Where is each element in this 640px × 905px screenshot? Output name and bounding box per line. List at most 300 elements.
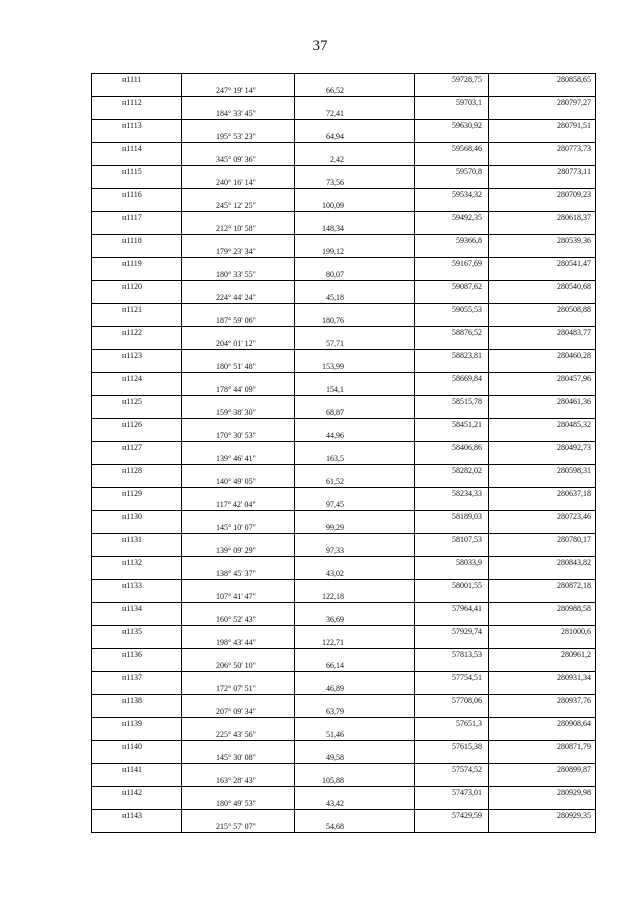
y-coordinate xyxy=(489,568,596,580)
point-name xyxy=(92,154,182,166)
y-coordinate xyxy=(489,683,596,695)
point-row xyxy=(92,396,596,408)
side-row xyxy=(92,821,596,833)
side-length: 46,89 xyxy=(295,683,415,695)
x-coordinate: 59492,35 xyxy=(415,212,489,224)
x-coordinate: 58033,9 xyxy=(415,557,489,569)
y-coordinate: 280908,64 xyxy=(489,718,596,730)
point-name: н1117 xyxy=(92,212,182,224)
direction-angle: 145° 10' 07" xyxy=(182,522,295,534)
y-coordinate: 280791,51 xyxy=(489,120,596,132)
angle-cell xyxy=(182,741,295,753)
x-coordinate: 57754,51 xyxy=(415,672,489,684)
direction-angle: 160° 52' 43" xyxy=(182,614,295,626)
x-coordinate xyxy=(415,729,489,741)
distance-cell xyxy=(295,442,415,454)
side-length: 180,76 xyxy=(295,315,415,327)
x-coordinate: 59728,75 xyxy=(415,74,489,86)
point-row xyxy=(92,235,596,247)
x-coordinate xyxy=(415,614,489,626)
point-row xyxy=(92,741,596,753)
y-coordinate: 280937,76 xyxy=(489,695,596,707)
point-name xyxy=(92,821,182,833)
point-row xyxy=(92,810,596,822)
side-row xyxy=(92,752,596,764)
y-coordinate xyxy=(489,706,596,718)
side-length: 122,18 xyxy=(295,591,415,603)
side-length: 122,71 xyxy=(295,637,415,649)
x-coordinate: 57429,59 xyxy=(415,810,489,822)
side-length: 44,96 xyxy=(295,430,415,442)
y-coordinate: 280461,36 xyxy=(489,396,596,408)
x-coordinate: 58189,03 xyxy=(415,511,489,523)
x-coordinate xyxy=(415,223,489,235)
side-length: 2,42 xyxy=(295,154,415,166)
point-name xyxy=(92,292,182,304)
direction-angle: 180° 49' 53" xyxy=(182,798,295,810)
side-length: 49,58 xyxy=(295,752,415,764)
x-coordinate xyxy=(415,476,489,488)
x-coordinate xyxy=(415,660,489,672)
y-coordinate xyxy=(489,430,596,442)
direction-angle: 345° 09' 36" xyxy=(182,154,295,166)
side-length: 68,87 xyxy=(295,407,415,419)
point-name: н1136 xyxy=(92,649,182,661)
angle-cell xyxy=(182,120,295,132)
x-coordinate xyxy=(415,269,489,281)
direction-angle: 198° 43' 44" xyxy=(182,637,295,649)
x-coordinate: 57813,53 xyxy=(415,649,489,661)
y-coordinate xyxy=(489,85,596,97)
point-name xyxy=(92,752,182,764)
angle-cell xyxy=(182,488,295,500)
y-coordinate: 280872,18 xyxy=(489,580,596,592)
point-name: н1141 xyxy=(92,764,182,776)
point-name: н1124 xyxy=(92,373,182,385)
x-coordinate: 58669,84 xyxy=(415,373,489,385)
angle-cell xyxy=(182,304,295,316)
point-name xyxy=(92,568,182,580)
direction-angle: 212° 10' 58" xyxy=(182,223,295,235)
angle-cell xyxy=(182,212,295,224)
distance-cell xyxy=(295,718,415,730)
side-row xyxy=(92,338,596,350)
x-coordinate xyxy=(415,338,489,350)
side-length: 57,71 xyxy=(295,338,415,350)
y-coordinate xyxy=(489,338,596,350)
y-coordinate xyxy=(489,361,596,373)
point-row xyxy=(92,488,596,500)
side-row xyxy=(92,614,596,626)
direction-angle: 187° 59' 06" xyxy=(182,315,295,327)
point-row xyxy=(92,764,596,776)
side-row xyxy=(92,476,596,488)
y-coordinate: 280460,28 xyxy=(489,350,596,362)
point-row xyxy=(92,718,596,730)
side-length: 45,18 xyxy=(295,292,415,304)
distance-cell xyxy=(295,373,415,385)
point-name: н1122 xyxy=(92,327,182,339)
y-coordinate xyxy=(489,453,596,465)
side-row xyxy=(92,407,596,419)
side-row xyxy=(92,775,596,787)
angle-cell xyxy=(182,534,295,546)
point-name xyxy=(92,315,182,327)
side-length: 43,42 xyxy=(295,798,415,810)
x-coordinate xyxy=(415,453,489,465)
x-coordinate: 59055,53 xyxy=(415,304,489,316)
point-name xyxy=(92,476,182,488)
point-name: н1126 xyxy=(92,419,182,431)
point-row xyxy=(92,304,596,316)
angle-cell xyxy=(182,626,295,638)
side-row xyxy=(92,384,596,396)
direction-angle: 139° 09' 29" xyxy=(182,545,295,557)
y-coordinate xyxy=(489,637,596,649)
point-row xyxy=(92,189,596,201)
x-coordinate xyxy=(415,522,489,534)
side-length: 54,68 xyxy=(295,821,415,833)
direction-angle: 180° 51' 48" xyxy=(182,361,295,373)
table-body xyxy=(92,74,596,833)
point-name: н1111 xyxy=(92,74,182,86)
side-row xyxy=(92,223,596,235)
side-length: 51,46 xyxy=(295,729,415,741)
point-name: н1125 xyxy=(92,396,182,408)
point-name xyxy=(92,361,182,373)
direction-angle: 225° 43' 56" xyxy=(182,729,295,741)
side-row xyxy=(92,177,596,189)
side-row xyxy=(92,545,596,557)
side-row xyxy=(92,683,596,695)
x-coordinate xyxy=(415,637,489,649)
distance-cell xyxy=(295,166,415,178)
x-coordinate: 59087,62 xyxy=(415,281,489,293)
x-coordinate: 59570,8 xyxy=(415,166,489,178)
point-name: н1115 xyxy=(92,166,182,178)
point-name: н1143 xyxy=(92,810,182,822)
point-row xyxy=(92,281,596,293)
x-coordinate xyxy=(415,131,489,143)
x-coordinate: 57651,3 xyxy=(415,718,489,730)
angle-cell xyxy=(182,396,295,408)
point-row xyxy=(92,327,596,339)
y-coordinate xyxy=(489,798,596,810)
side-length: 64,94 xyxy=(295,131,415,143)
x-coordinate: 58234,33 xyxy=(415,488,489,500)
direction-angle: 172° 07' 51" xyxy=(182,683,295,695)
y-coordinate xyxy=(489,407,596,419)
point-name: н1123 xyxy=(92,350,182,362)
angle-cell xyxy=(182,672,295,684)
distance-cell xyxy=(295,120,415,132)
angle-cell xyxy=(182,511,295,523)
distance-cell xyxy=(295,419,415,431)
distance-cell xyxy=(295,212,415,224)
side-length: 148,34 xyxy=(295,223,415,235)
y-coordinate: 280618,37 xyxy=(489,212,596,224)
y-coordinate: 280780,17 xyxy=(489,534,596,546)
direction-angle: 159° 38' 30" xyxy=(182,407,295,419)
angle-cell xyxy=(182,419,295,431)
y-coordinate: 280457,96 xyxy=(489,373,596,385)
point-name xyxy=(92,338,182,350)
distance-cell xyxy=(295,764,415,776)
y-coordinate xyxy=(489,545,596,557)
y-coordinate xyxy=(489,315,596,327)
x-coordinate xyxy=(415,821,489,833)
angle-cell xyxy=(182,810,295,822)
side-row xyxy=(92,108,596,120)
direction-angle: 163° 28' 43" xyxy=(182,775,295,787)
point-name: н1138 xyxy=(92,695,182,707)
page-number: 37 xyxy=(312,38,328,54)
point-name xyxy=(92,522,182,534)
x-coordinate: 57615,38 xyxy=(415,741,489,753)
point-row xyxy=(92,534,596,546)
point-name: н1120 xyxy=(92,281,182,293)
y-coordinate: 280598,31 xyxy=(489,465,596,477)
point-row xyxy=(92,373,596,385)
point-name: н1132 xyxy=(92,557,182,569)
direction-angle: 145° 30' 08" xyxy=(182,752,295,764)
point-row xyxy=(92,557,596,569)
distance-cell xyxy=(295,350,415,362)
y-coordinate xyxy=(489,269,596,281)
y-coordinate xyxy=(489,292,596,304)
y-coordinate: 280773,73 xyxy=(489,143,596,155)
x-coordinate: 57929,74 xyxy=(415,626,489,638)
y-coordinate xyxy=(489,775,596,787)
point-name: н1127 xyxy=(92,442,182,454)
side-row xyxy=(92,568,596,580)
side-length: 36,69 xyxy=(295,614,415,626)
side-length: 80,07 xyxy=(295,269,415,281)
x-coordinate xyxy=(415,752,489,764)
distance-cell xyxy=(295,649,415,661)
x-coordinate xyxy=(415,154,489,166)
point-name: н1131 xyxy=(92,534,182,546)
x-coordinate xyxy=(415,384,489,396)
x-coordinate: 59568,46 xyxy=(415,143,489,155)
direction-angle: 138° 45' 37" xyxy=(182,568,295,580)
direction-angle: 107° 41' 47" xyxy=(182,591,295,603)
direction-angle: 117° 42' 04" xyxy=(182,499,295,511)
angle-cell xyxy=(182,327,295,339)
direction-angle: 184° 33' 45" xyxy=(182,108,295,120)
y-coordinate: 280797,27 xyxy=(489,97,596,109)
side-row xyxy=(92,729,596,741)
point-name: н1134 xyxy=(92,603,182,615)
x-coordinate: 59366,8 xyxy=(415,235,489,247)
x-coordinate: 58876,52 xyxy=(415,327,489,339)
point-name: н1129 xyxy=(92,488,182,500)
direction-angle: 224° 44' 24" xyxy=(182,292,295,304)
point-name: н1118 xyxy=(92,235,182,247)
y-coordinate xyxy=(489,499,596,511)
point-row xyxy=(92,465,596,477)
x-coordinate xyxy=(415,361,489,373)
distance-cell xyxy=(295,189,415,201)
y-coordinate: 280492,73 xyxy=(489,442,596,454)
point-name xyxy=(92,430,182,442)
point-row xyxy=(92,120,596,132)
x-coordinate xyxy=(415,568,489,580)
angle-cell xyxy=(182,74,295,86)
y-coordinate: 280773,11 xyxy=(489,166,596,178)
point-name: н1137 xyxy=(92,672,182,684)
side-length: 63,79 xyxy=(295,706,415,718)
y-coordinate: 280858,65 xyxy=(489,74,596,86)
point-name: н1133 xyxy=(92,580,182,592)
point-name xyxy=(92,775,182,787)
angle-cell xyxy=(182,580,295,592)
side-row xyxy=(92,660,596,672)
distance-cell xyxy=(295,97,415,109)
angle-cell xyxy=(182,166,295,178)
angle-cell xyxy=(182,373,295,385)
x-coordinate: 58451,21 xyxy=(415,419,489,431)
point-name: н1130 xyxy=(92,511,182,523)
x-coordinate xyxy=(415,315,489,327)
coordinate-table xyxy=(91,73,596,833)
point-row xyxy=(92,419,596,431)
y-coordinate: 280929,98 xyxy=(489,787,596,799)
angle-cell xyxy=(182,695,295,707)
side-row xyxy=(92,453,596,465)
side-row xyxy=(92,131,596,143)
y-coordinate: 280540,68 xyxy=(489,281,596,293)
side-row xyxy=(92,292,596,304)
angle-cell xyxy=(182,235,295,247)
side-length: 105,88 xyxy=(295,775,415,787)
x-coordinate xyxy=(415,85,489,97)
side-length: 199,12 xyxy=(295,246,415,258)
y-coordinate: 280723,46 xyxy=(489,511,596,523)
y-coordinate: 280637,18 xyxy=(489,488,596,500)
point-row xyxy=(92,258,596,270)
angle-cell xyxy=(182,764,295,776)
x-coordinate: 57574,52 xyxy=(415,764,489,776)
x-coordinate: 57964,41 xyxy=(415,603,489,615)
side-row xyxy=(92,522,596,534)
x-coordinate xyxy=(415,706,489,718)
y-coordinate xyxy=(489,223,596,235)
direction-angle: 140° 49' 05" xyxy=(182,476,295,488)
y-coordinate: 280843,82 xyxy=(489,557,596,569)
point-name xyxy=(92,131,182,143)
angle-cell xyxy=(182,718,295,730)
point-name: н1142 xyxy=(92,787,182,799)
y-coordinate xyxy=(489,154,596,166)
side-row xyxy=(92,246,596,258)
x-coordinate: 58001,55 xyxy=(415,580,489,592)
side-row xyxy=(92,200,596,212)
side-row xyxy=(92,591,596,603)
y-coordinate: 280508,88 xyxy=(489,304,596,316)
side-row xyxy=(92,637,596,649)
side-length: 66,14 xyxy=(295,660,415,672)
x-coordinate xyxy=(415,292,489,304)
x-coordinate xyxy=(415,177,489,189)
x-coordinate: 59167,69 xyxy=(415,258,489,270)
point-name xyxy=(92,407,182,419)
y-coordinate: 280539,36 xyxy=(489,235,596,247)
direction-angle: 179° 23' 34" xyxy=(182,246,295,258)
side-row xyxy=(92,361,596,373)
side-row xyxy=(92,85,596,97)
side-length: 163,5 xyxy=(295,453,415,465)
y-coordinate xyxy=(489,591,596,603)
direction-angle: 207° 09' 34" xyxy=(182,706,295,718)
point-name: н1113 xyxy=(92,120,182,132)
side-length: 100,09 xyxy=(295,200,415,212)
point-name: н1139 xyxy=(92,718,182,730)
angle-cell xyxy=(182,281,295,293)
x-coordinate xyxy=(415,200,489,212)
x-coordinate xyxy=(415,430,489,442)
distance-cell xyxy=(295,626,415,638)
x-coordinate: 58515,78 xyxy=(415,396,489,408)
distance-cell xyxy=(295,557,415,569)
angle-cell xyxy=(182,465,295,477)
distance-cell xyxy=(295,511,415,523)
y-coordinate xyxy=(489,200,596,212)
side-row xyxy=(92,154,596,166)
point-name xyxy=(92,660,182,672)
distance-cell xyxy=(295,304,415,316)
point-name xyxy=(92,108,182,120)
side-row xyxy=(92,315,596,327)
side-length: 97,33 xyxy=(295,545,415,557)
y-coordinate: 281000,6 xyxy=(489,626,596,638)
point-name xyxy=(92,545,182,557)
y-coordinate: 280541,47 xyxy=(489,258,596,270)
x-coordinate: 57708,06 xyxy=(415,695,489,707)
x-coordinate xyxy=(415,108,489,120)
distance-cell xyxy=(295,580,415,592)
distance-cell xyxy=(295,695,415,707)
distance-cell xyxy=(295,787,415,799)
direction-angle: 178° 44' 09" xyxy=(182,384,295,396)
side-length: 72,41 xyxy=(295,108,415,120)
point-row xyxy=(92,626,596,638)
side-length: 153,99 xyxy=(295,361,415,373)
distance-cell xyxy=(295,143,415,155)
x-coordinate: 58406,86 xyxy=(415,442,489,454)
point-name: н1135 xyxy=(92,626,182,638)
point-name: н1112 xyxy=(92,97,182,109)
y-coordinate xyxy=(489,384,596,396)
y-coordinate xyxy=(489,177,596,189)
point-row xyxy=(92,442,596,454)
x-coordinate xyxy=(415,591,489,603)
distance-cell xyxy=(295,741,415,753)
y-coordinate xyxy=(489,752,596,764)
point-row xyxy=(92,97,596,109)
x-coordinate xyxy=(415,499,489,511)
distance-cell xyxy=(295,281,415,293)
y-coordinate: 280709,23 xyxy=(489,189,596,201)
x-coordinate xyxy=(415,683,489,695)
y-coordinate xyxy=(489,660,596,672)
point-name xyxy=(92,729,182,741)
side-length: 61,52 xyxy=(295,476,415,488)
point-row xyxy=(92,787,596,799)
point-name xyxy=(92,269,182,281)
point-name xyxy=(92,85,182,97)
point-name xyxy=(92,637,182,649)
